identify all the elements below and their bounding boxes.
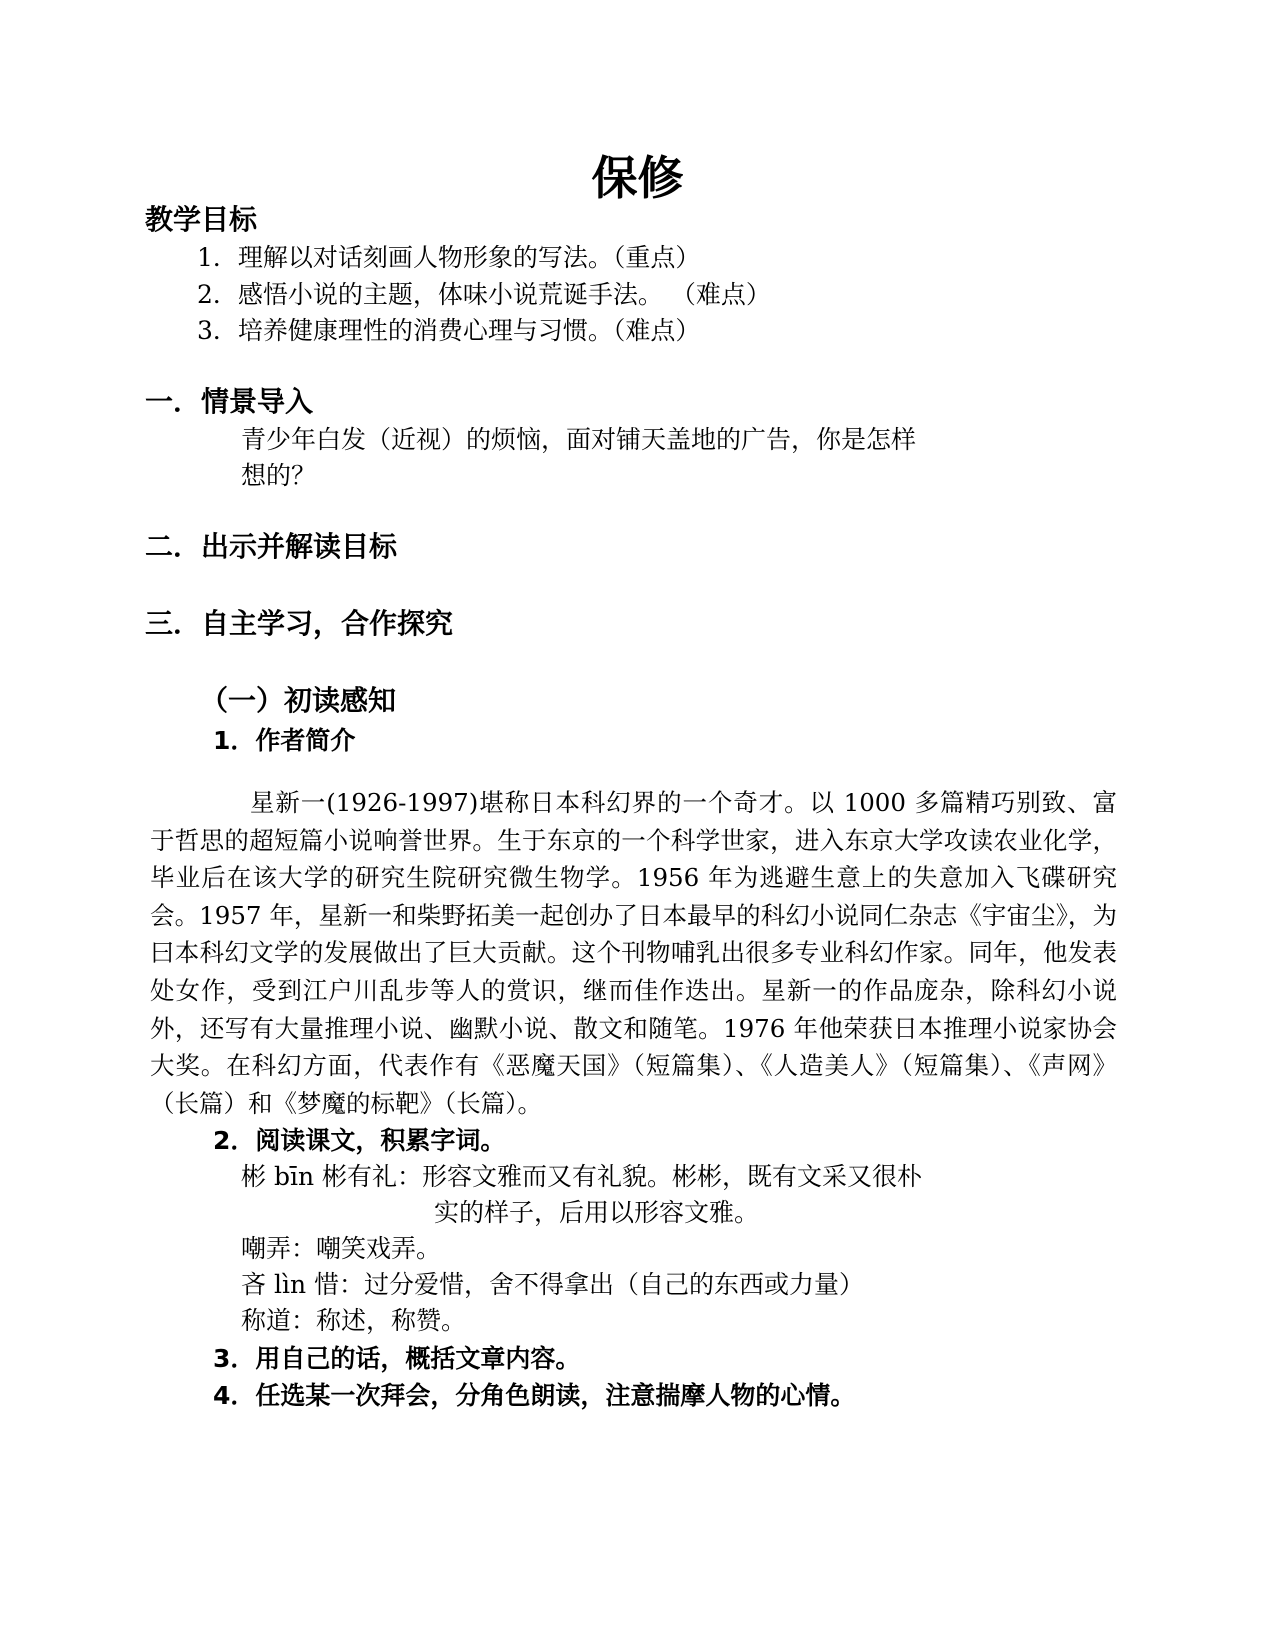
vocab-heading: 2．阅读课文，积累字词。 — [213, 1126, 506, 1155]
part1-heading: （一）初读感知 — [200, 684, 397, 717]
author-paragraph: 星新一(1926-1997)堪称日本科幻界的一个奇才。以 1000 多篇精巧别致、富于哲思的超短篇小说响誉世界。生于东京的一个科学世家，进入东京大学攻读农业化学，毕业后在该大学的研究生院研究微生物学。1956 年为逃避生意上的失意加入飞碟研究会。1957 年，星新一和柴野拓美一起创办了日本最早的科幻小说同仁杂志《宇宙尘》，为曰本科幻文学的发展做出了巨大贡献。这个刊物哺乳出很多专业科幻作家。同年，他发表处女作，受到江户川乱步等人的赏识，继而佳作迭出。星新一的作品庞杂，除科幻小说外，还写有大量推理小说、幽默小说、散文和随笔。1976 年他荣获日本推理小说家协会大奖。在科幻方面，代表作有《恶魔天国》（短篇集）、《人造美人》（短篇集）、《声网》（长篇）和《梦魔的标靶》（长篇）。 — [150, 788, 1117, 1118]
task-item-4: 4．任选某一次拜会，分角色朗读，注意揣摩人物的心情。 — [213, 1381, 856, 1410]
vocab-item-2: 嘲弄：嘲笑戏弄。 — [241, 1234, 442, 1263]
vocab-item-3: 吝 lìn 惜：过分爱惜，舍不得拿出（自己的东西或力量） — [241, 1270, 864, 1299]
objective-item-3: 3．培养健康理性的消费心理与习惯。（难点） — [197, 316, 701, 345]
section1-heading: 一．情景导入 — [145, 385, 314, 418]
task-item-3: 3．用自己的话，概括文章内容。 — [213, 1344, 581, 1373]
vocab-item-1-continued: 实的样子，后用以形容文雅。 — [434, 1198, 760, 1227]
section3-heading: 三．自主学习，合作探究 — [145, 607, 454, 640]
page-title: 保修 — [591, 151, 684, 205]
vocab-item-4: 称道：称述，称赞。 — [241, 1306, 467, 1335]
objective-item-1: 1．理解以对话刻画人物形象的写法。（重点） — [197, 243, 701, 272]
section1-text-line-1: 青少年白发（近视）的烦恼，面对铺天盖地的广告，你是怎样 — [241, 425, 917, 454]
section2-heading: 二．出示并解读目标 — [145, 530, 398, 563]
section1-text-line-2: 想的？ — [241, 461, 317, 490]
vocab-item-1: 彬 bīn 彬有礼：形容文雅而又有礼貌。彬彬，既有文采又很朴 — [241, 1162, 922, 1191]
objectives-heading: 教学目标 — [145, 203, 258, 236]
author-intro-heading: 1．作者简介 — [213, 726, 356, 755]
objective-item-2: 2．感悟小说的主题，体味小说荒诞手法。 （难点） — [197, 280, 771, 309]
